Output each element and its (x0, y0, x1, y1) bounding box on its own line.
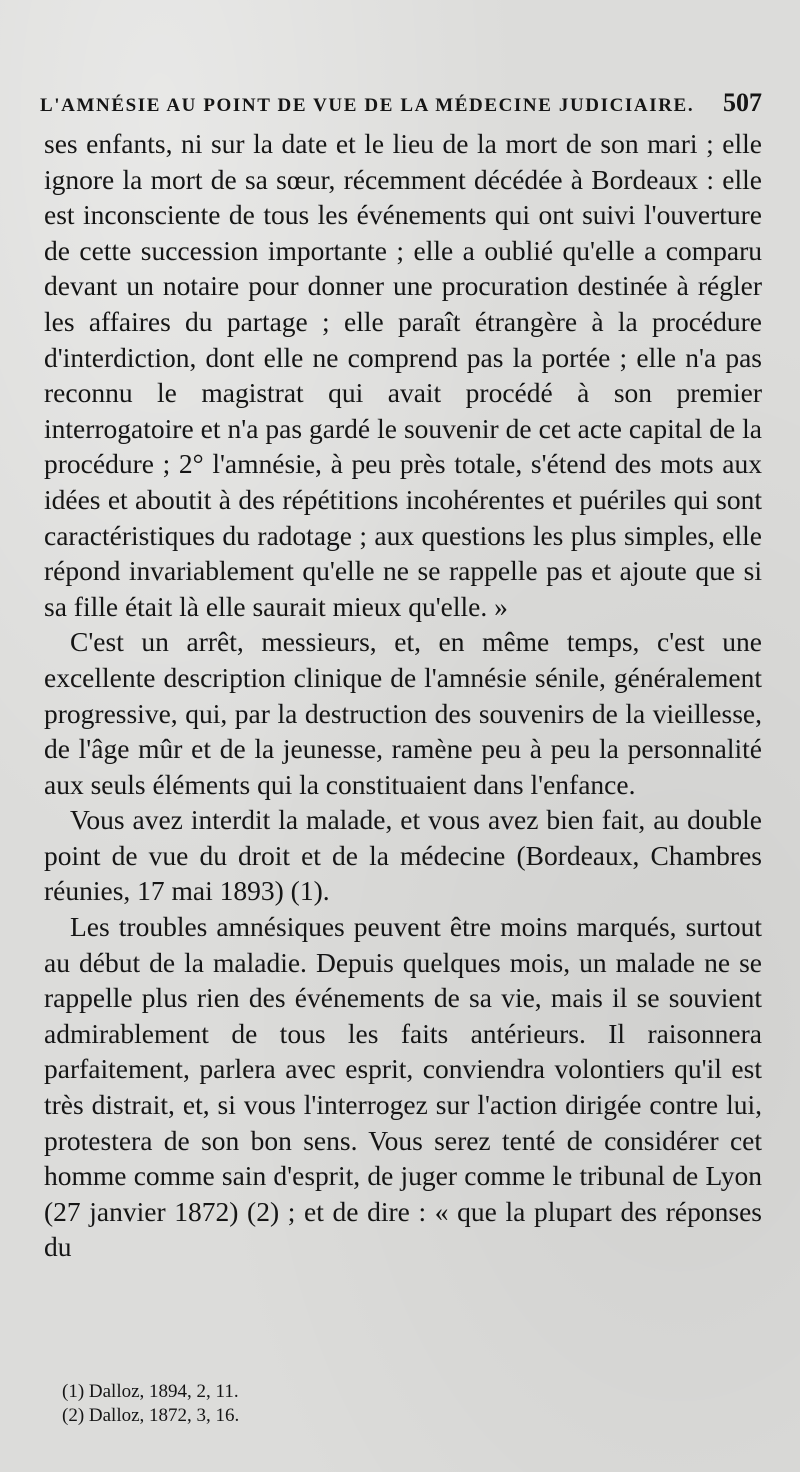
running-head (40, 88, 762, 126)
body-text (44, 126, 762, 1265)
paragraph: Les troubles amnésiques peuvent être moins marqués, surtout au début de la maladie. Depuis quelques mois, un malade ne se rappelle plus rien des événements de sa vie, mais il se souvient admirablement de tous les faits antérieurs. Il raisonnera parfaitement, parlera avec esprit, conviendra volontiers qu'il est très distrait, et, si vous l'interrogez sur l'action dirigée contre lui, protestera de son bon sens. Vous serez tenté de considérer cet homme comme sain d'esprit, de juger comme le tribunal de Lyon (27 janvier 1872) (2) ; et de dire : « que la plupart des réponses du (44, 911, 762, 1263)
paragraph-continued: ses enfants, ni sur la date et le lieu de la mort de son mari ; elle ignore la mort de sa sœur, récemment décédée à Bordeaux : elle est inconsciente de tous les événements qui ont suivi l'ouverture de cette succession importante ; elle a oublié qu'elle a comparu devant un notaire pour donner une procuration destinée à régler les affaires du partage ; elle paraît étrangère à la procédure d'interdiction, dont elle ne comprend pas la portée ; elle n'a pas reconnu le magistrat qui avait procédé à son premier interrogatoire et n'a pas gardé le souvenir de cet acte capital de la procédure ; 2° l'amnésie, à peu près totale, s'étend des mots aux idées et aboutit à des répétitions incohérentes et puériles qui sont caractéristiques du radotage ; aux questions les plus simples, elle répond invariablement qu'elle ne se rappelle pas et ajoute que si sa fille était là elle saurait mieux qu'elle. » (44, 128, 762, 622)
footnote: (2) Dalloz, 1872, 3, 16. (62, 1405, 240, 1426)
paragraph: C'est un arrêt, messieurs, et, en même temps, c'est une excellente description clinique de l'amnésie sénile, généralement progressive, qui, par la destruction des souvenirs de la vieillesse, de l'âge mûr et de la jeunesse, ramène peu à peu la personnalité aux seuls éléments qui la constituaient dans l'enfance. (44, 626, 762, 800)
paragraph: Vous avez interdit la malade, et vous avez bien fait, au double point de vue du droit et de la médecine (Bordeaux, Chambres réunies, 17 mai 1893) (1). (44, 804, 762, 907)
running-title: L'AMNÉSIE AU POINT DE VUE DE LA MÉDECINE JUDICIAIRE. (40, 95, 695, 116)
page-number: 507 (723, 88, 762, 117)
footnote: (1) Dalloz, 1894, 2, 11. (62, 1381, 239, 1402)
footnotes (62, 1380, 239, 1428)
